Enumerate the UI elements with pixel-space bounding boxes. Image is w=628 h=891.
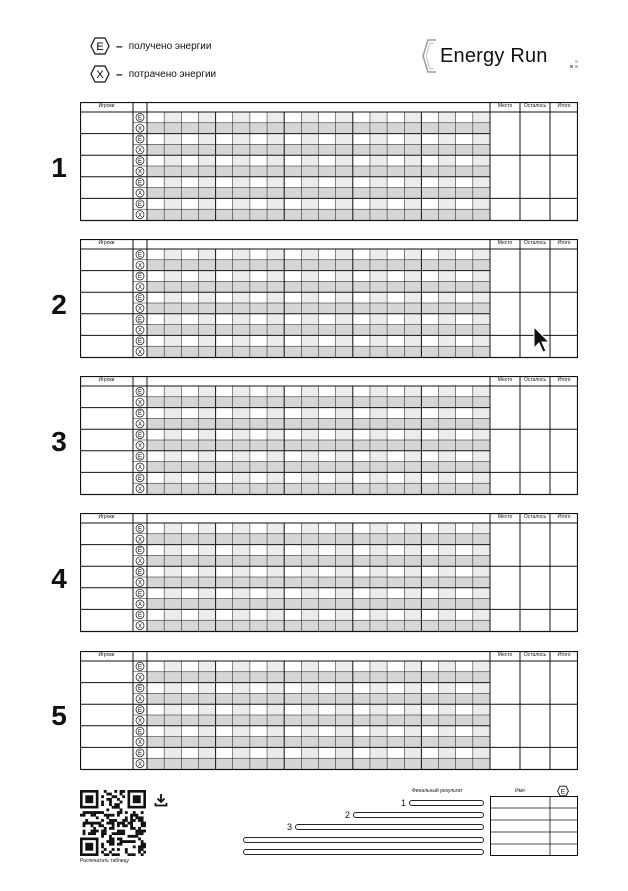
total-header: Итого (557, 377, 571, 383)
row-symbol: X (137, 697, 143, 703)
row-symbol: E (137, 476, 143, 482)
row-symbol: X (137, 580, 143, 587)
row-symbol: E (137, 389, 143, 396)
remaining-header: Осталось (523, 240, 547, 246)
row-symbol: X (137, 486, 143, 493)
row-symbol: E (137, 317, 143, 324)
place-header: Место (497, 240, 513, 246)
row-symbol: E (137, 432, 143, 439)
place-header: Место (497, 514, 513, 520)
row-symbol: X (137, 148, 143, 154)
logo-text: Energy Run (440, 45, 548, 67)
row-symbol: E (137, 569, 143, 576)
players-header: Игроки (98, 652, 115, 658)
svg-text:E: E (96, 41, 104, 53)
place-1-field[interactable] (409, 800, 484, 806)
row-symbol: E (137, 137, 143, 144)
final-result-label: Финальный результат (412, 788, 463, 794)
row-symbol: E (137, 591, 143, 598)
total-header: Итого (557, 240, 571, 246)
row-symbol: E (137, 526, 143, 533)
row-symbol: E (137, 339, 143, 345)
place-4-field[interactable] (243, 837, 484, 843)
row-symbol: X (137, 126, 143, 133)
svg-text:X: X (96, 69, 104, 81)
row-symbol: X (137, 761, 143, 768)
round-1-table[interactable] (80, 102, 578, 221)
row-symbol: X (137, 559, 143, 565)
final-results-table[interactable] (490, 796, 578, 856)
row-symbol: E (137, 729, 143, 736)
row-symbol: E (137, 202, 143, 208)
row-symbol: X (137, 306, 143, 313)
row-symbol: E (137, 295, 143, 302)
row-symbol: E (137, 411, 143, 418)
row-symbol: X (137, 537, 143, 544)
row-symbol: X (137, 422, 143, 428)
qr-code[interactable] (80, 790, 146, 856)
legend-energy-spent-label: потрачено энергии (128, 68, 217, 80)
mouse-cursor-icon (533, 326, 551, 354)
players-header: Игроки (98, 103, 115, 109)
place-2-number: 2 (344, 810, 350, 820)
row-symbol: X (137, 623, 143, 630)
total-header: Итого (557, 514, 571, 520)
row-symbol: E (137, 274, 143, 281)
energy-run-logo (422, 38, 582, 74)
print-table-caption: Распечатать таблицу (80, 858, 129, 864)
place-2-field[interactable] (353, 812, 484, 818)
players-header: Игроки (98, 240, 115, 246)
round-4-number: 4 (51, 563, 67, 594)
name-column-label: Имя (515, 788, 525, 794)
round-2-number: 2 (51, 289, 67, 320)
row-symbol: X (137, 740, 143, 747)
energy-gained-icon (90, 36, 110, 56)
row-symbol: E (137, 751, 143, 757)
row-symbol: X (137, 349, 143, 356)
legend-dash: – (116, 39, 123, 53)
row-symbol: E (137, 115, 143, 122)
row-symbol: X (137, 602, 143, 609)
row-symbol: X (137, 263, 143, 270)
legend-dash: – (116, 67, 123, 81)
total-header: Итого (557, 103, 571, 109)
place-3-number: 3 (286, 822, 292, 832)
svg-text:E: E (560, 788, 566, 796)
round-3-table[interactable] (80, 376, 578, 495)
place-header: Место (497, 377, 513, 383)
row-symbol: E (137, 158, 143, 165)
download-icon[interactable] (154, 793, 168, 807)
remaining-header: Осталось (523, 377, 547, 383)
legend-energy-gained (90, 36, 211, 56)
round-2-table[interactable] (80, 239, 578, 358)
row-symbol: X (137, 328, 143, 335)
place-header: Место (497, 103, 513, 109)
row-symbol: X (137, 675, 143, 682)
row-symbol: E (137, 686, 143, 693)
remaining-header: Осталось (523, 652, 547, 658)
row-symbol: E (137, 613, 143, 619)
row-symbol: E (137, 707, 143, 714)
row-symbol: X (137, 718, 143, 725)
place-3-field[interactable] (295, 824, 484, 830)
row-symbol: X (137, 285, 143, 291)
remaining-header: Осталось (523, 103, 547, 109)
round-5-number: 5 (51, 700, 67, 731)
row-symbol: X (137, 191, 143, 198)
row-symbol: X (137, 443, 143, 450)
legend-energy-spent (90, 64, 216, 84)
round-3-number: 3 (51, 426, 67, 457)
place-header: Место (497, 652, 513, 658)
players-header: Игроки (98, 514, 115, 520)
place-5-field[interactable] (243, 849, 484, 855)
round-4-table[interactable] (80, 513, 578, 632)
row-symbol: X (137, 400, 143, 407)
legend-energy-gained-label: получено энергии (128, 40, 212, 52)
energy-spent-icon (90, 64, 110, 84)
row-symbol: X (137, 169, 143, 176)
row-symbol: E (137, 548, 143, 555)
row-symbol: E (137, 252, 143, 259)
place-1-number: 1 (400, 798, 406, 808)
row-symbol: X (137, 465, 143, 472)
row-symbol: E (137, 454, 143, 461)
row-symbol: E (137, 180, 143, 187)
round-1-number: 1 (51, 152, 67, 183)
round-5-table[interactable] (80, 651, 578, 770)
row-symbol: X (137, 212, 143, 219)
row-symbol: E (137, 664, 143, 671)
players-header: Игроки (98, 377, 115, 383)
total-header: Итого (557, 652, 571, 658)
remaining-header: Осталось (523, 514, 547, 520)
